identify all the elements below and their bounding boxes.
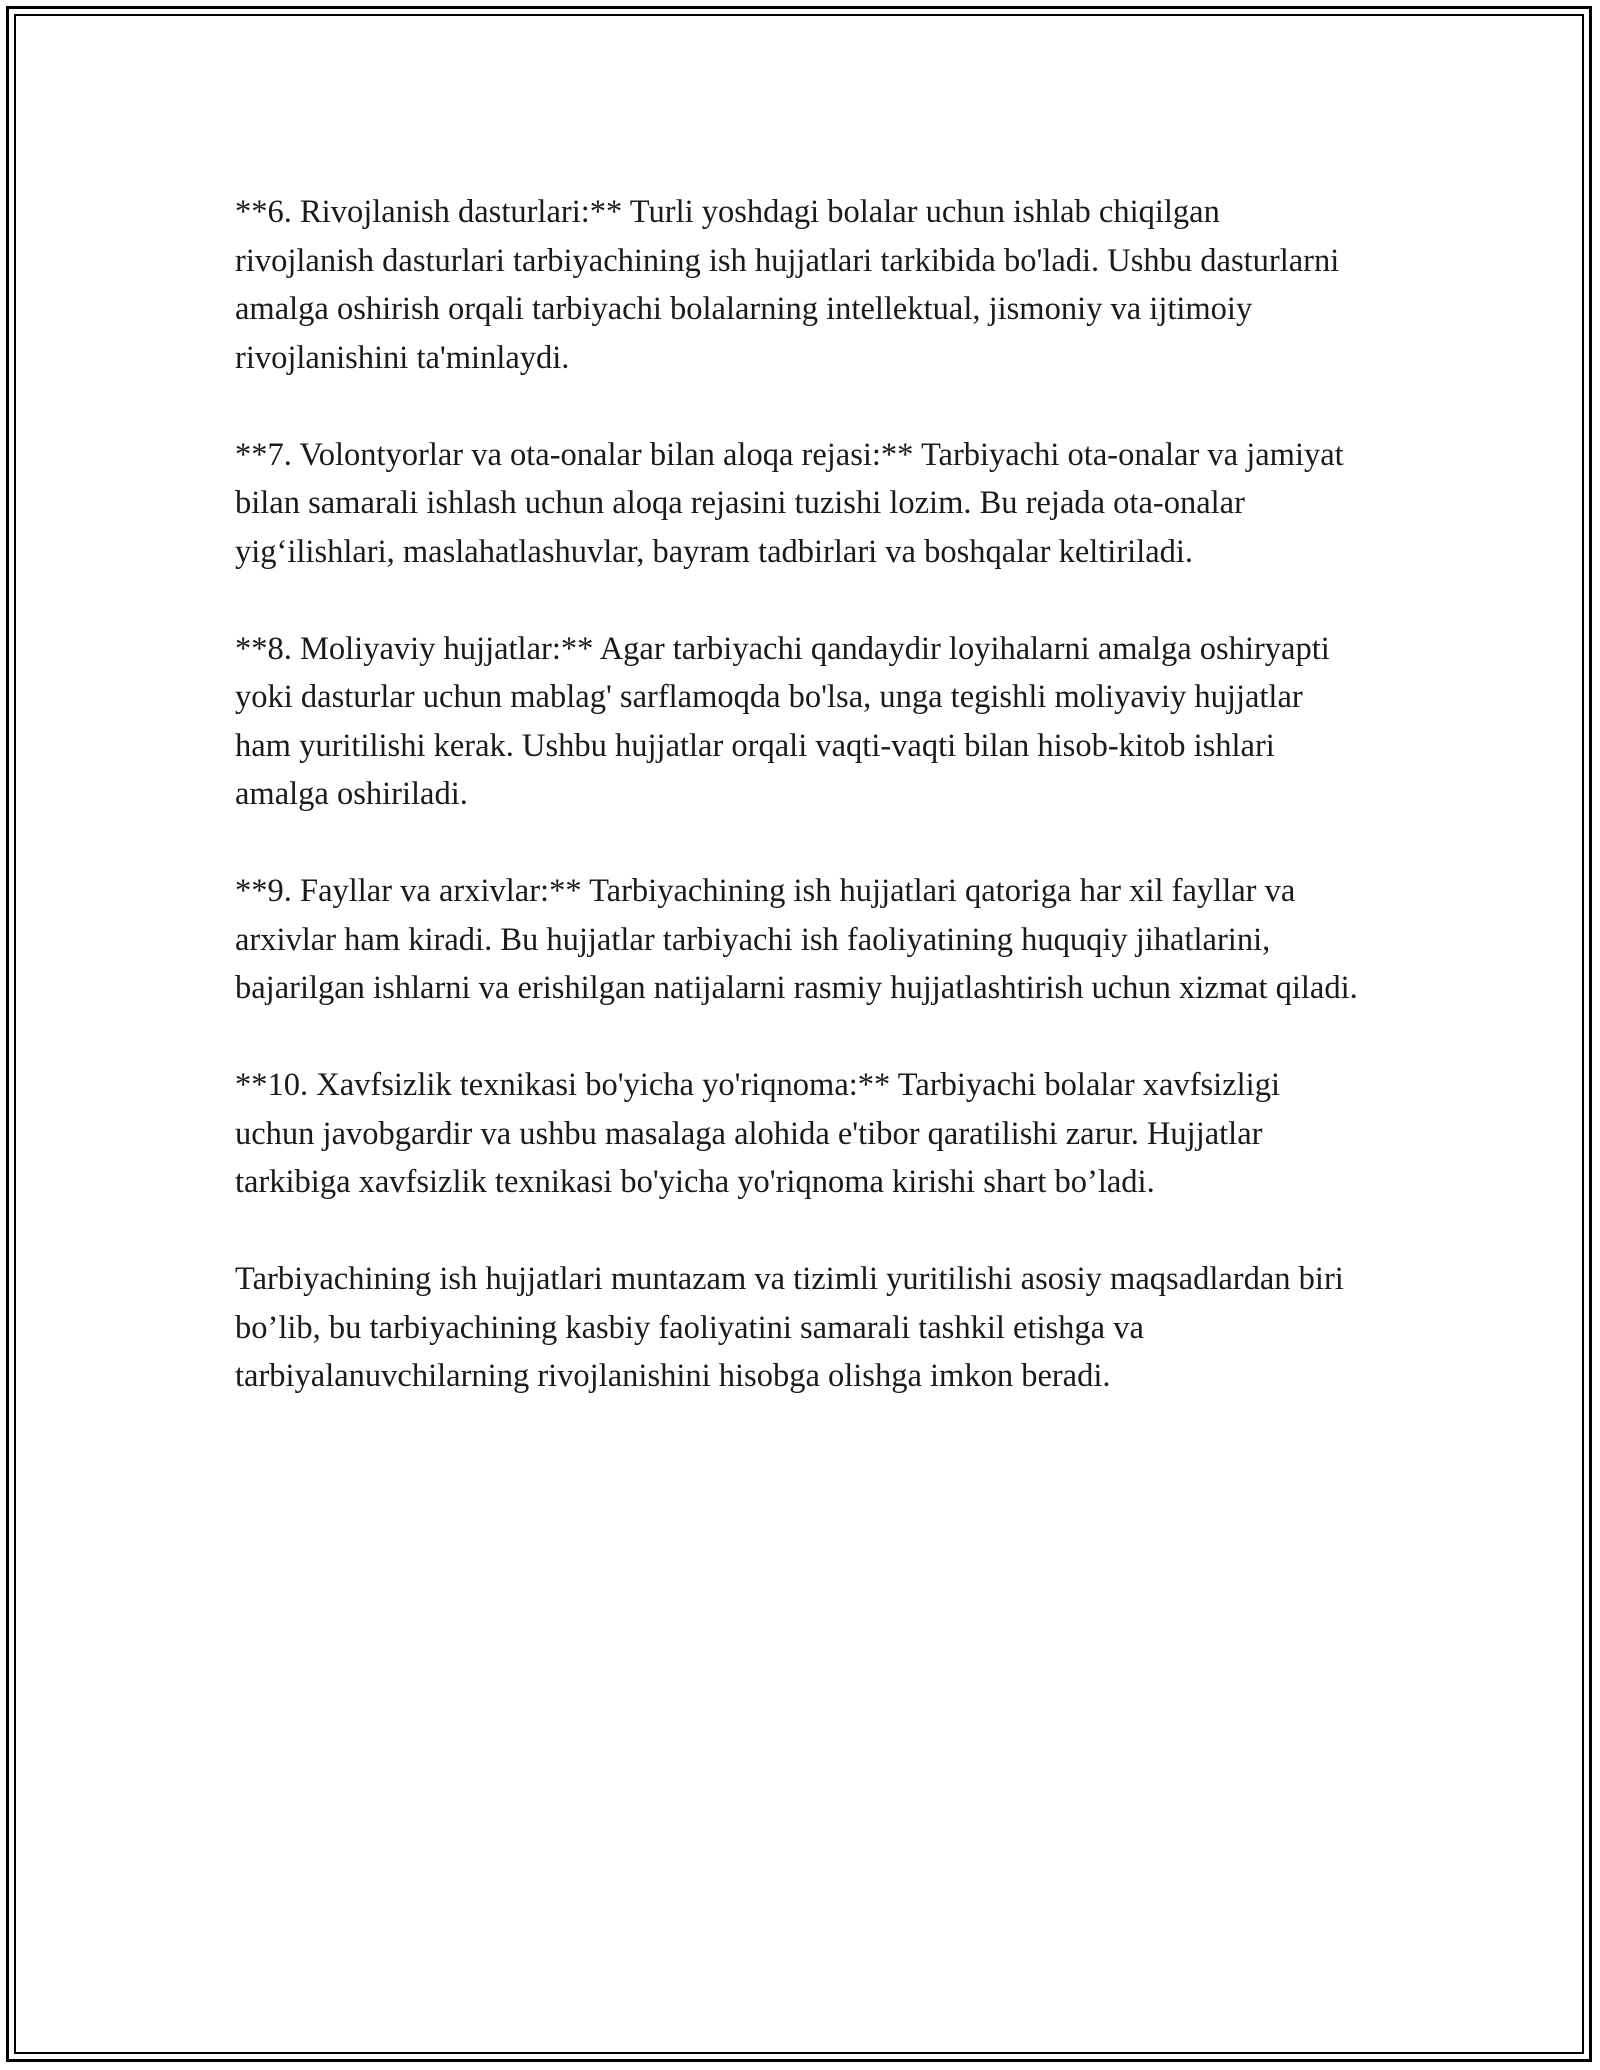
paragraph-aloqa-rejasi: **7. Volontyorlar va ota-onalar bilan aloqa rejasi:** Tarbiyachi ota-onalar va jamiyat bilan samarali ishlash uchun aloqa rejasini tuzishi lozim. Bu rejada ota-onalar yig‘ilishlari, maslahatlashuvlar, bayram tadbirlari va boshqalar keltiriladi.: [235, 436, 1344, 570]
paragraph-xavfsizlik-yoriqnoma: **10. Xavfsizlik texnikasi bo'yicha yo'riqnoma:** Tarbiyachi bolalar xavfsizligi uchun javobgardir va ushbu masalaga alohida e'tibor qaratilishi zarur. Hujjatlar tarkibiga xavfsizlik texnikasi bo'yicha yo'riqnoma kirishi shart bo’ladi.: [235, 1067, 1280, 1200]
paragraph-fayllar-arxivlar: **9. Fayllar va arxivlar:** Tarbiyachining ish hujjatlari qatoriga har xil fayllar va arxivlar ham kiradi. Bu hujjatlar tarbiyachi ish faoliyatining huquqiy jihatlarini, bajarilgan ishlarni va erishilgan natijalarni rasmiy hujjatlashtirish uchun xizmat qiladi.: [235, 873, 1358, 1006]
paragraph-moliyaviy-hujjatlar: **8. Moliyaviy hujjatlar:** Agar tarbiyachi qandaydir loyihalarni amalga oshiryapti yoki dasturlar uchun mablag' sarflamoqda bo'lsa, unga tegishli moliyaviy hujjatlar ham yuritilishi kerak. Ushbu hujjatlar orqali vaqti-vaqti bilan hisob-kitob ishlari amalga oshiriladi.: [235, 630, 1330, 812]
paragraph-rivojlanish-dasturlari: **6. Rivojlanish dasturlari:** Turli yoshdagi bolalar uchun ishlab chiqilgan rivojlanish dasturlari tarbiyachining ish hujjatlari tarkibida bo'ladi. Ushbu dasturlarni amalga oshirish orqali tarbiyachi bolalarning intellektual, jismoniy va ijtimoiy rivojlanishini ta'minlaydi.: [235, 194, 1340, 376]
document-body: [235, 188, 1365, 1449]
paragraph-conclusion: Tarbiyachining ish hujjatlari muntazam va tizimli yuritilishi asosiy maqsadlardan biri bo’lib, bu tarbiyachining kasbiy faoliyatini samarali tashkil etishga va tarbiyalanuvchilarning rivojlanishini hisobga olishga imkon beradi.: [235, 1261, 1344, 1394]
